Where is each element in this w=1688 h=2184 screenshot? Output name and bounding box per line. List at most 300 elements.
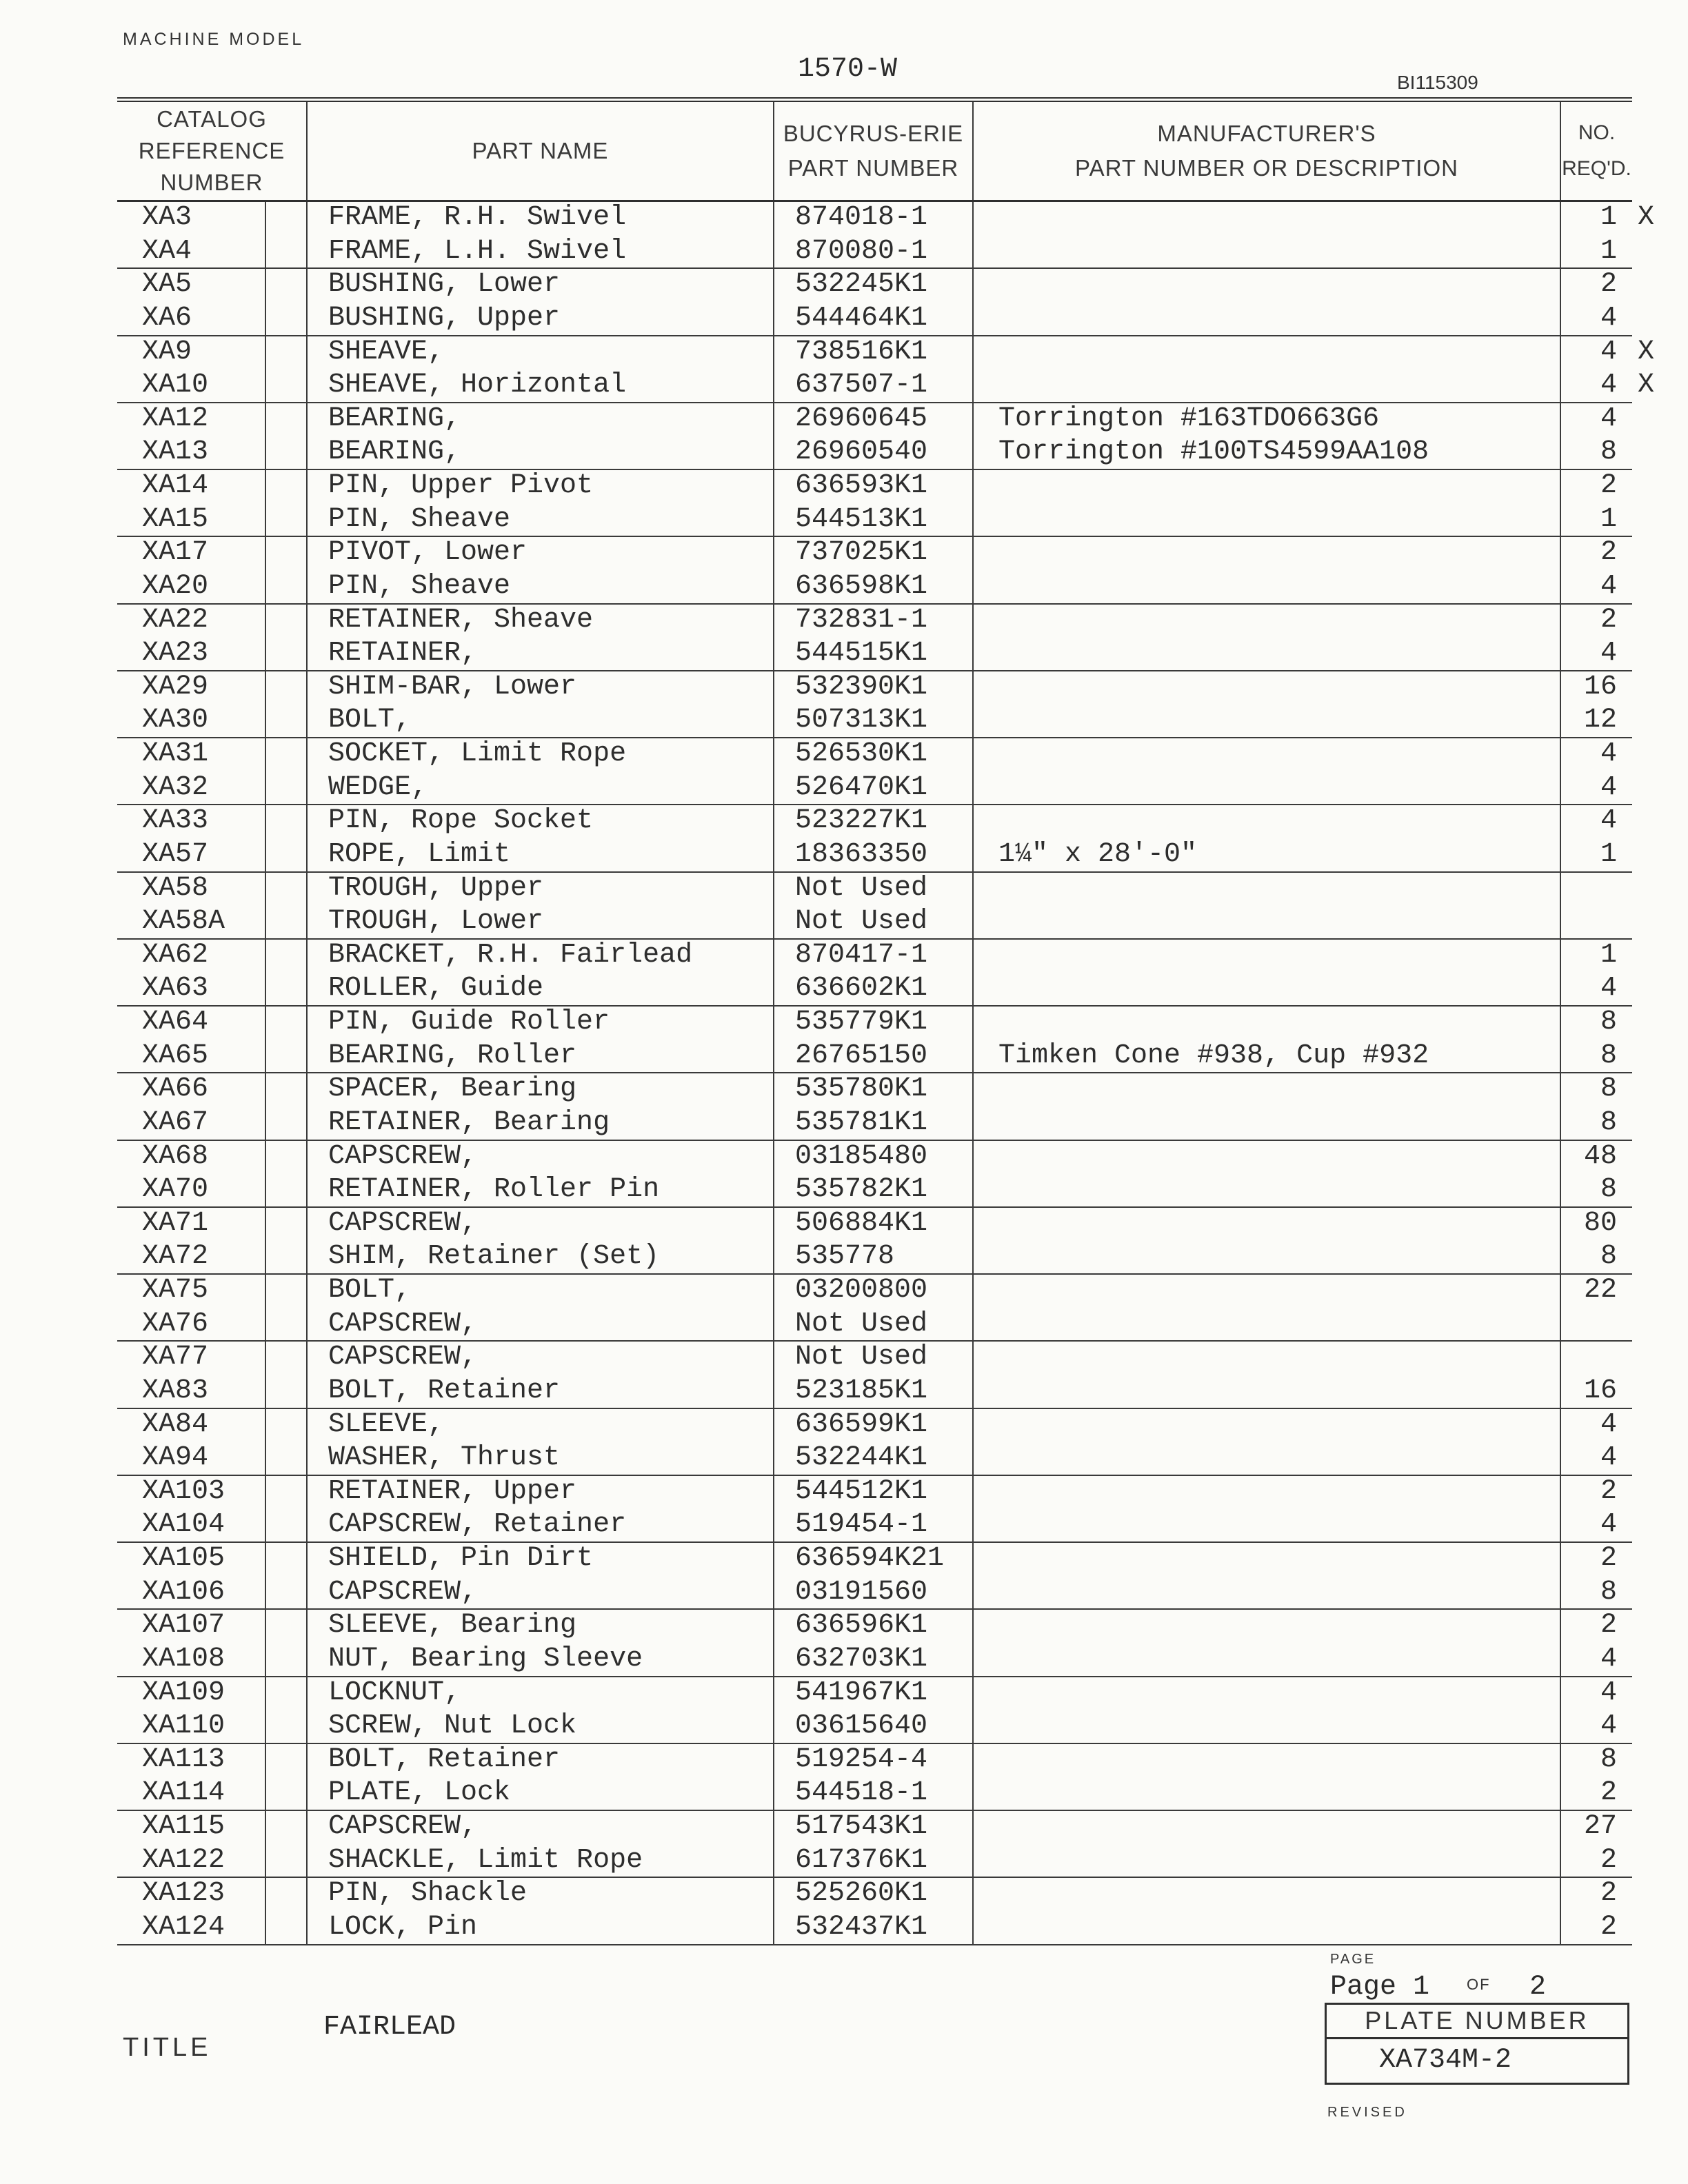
quantity-cell: 1	[1560, 236, 1632, 268]
catalog-ref-cell: XA83	[142, 1375, 209, 1406]
manufacturer-description-cell	[972, 470, 1560, 504]
spacer-cell	[265, 805, 306, 839]
bucyrus-erie-part-number-cell: 523227K1	[773, 805, 972, 839]
header-line: REFERENCE	[138, 138, 285, 163]
header-line: MANUFACTURER'S	[1157, 121, 1376, 146]
catalog-ref-cell: XA110	[142, 1710, 225, 1742]
catalog-ref-cell: XA13	[142, 436, 209, 468]
quantity-cell: 16	[1560, 1375, 1632, 1408]
catalog-ref-cell: XA106	[142, 1576, 225, 1608]
part-name-cell: ROPE, Limit	[306, 839, 773, 871]
spacer-cell	[265, 1241, 306, 1273]
catalog-ref-cell: XA64	[142, 1007, 209, 1038]
manufacturer-description-cell	[972, 1442, 1560, 1475]
quantity-cell: 12	[1560, 705, 1632, 737]
bucyrus-erie-part-number-cell: 526530K1	[773, 738, 972, 772]
catalog-ref-cell: XA108	[142, 1643, 225, 1675]
quantity-cell: 2	[1560, 537, 1632, 571]
part-name-cell: TROUGH, Lower	[306, 906, 773, 938]
table-row	[117, 772, 1632, 806]
table-row	[117, 1375, 1632, 1409]
bucyrus-erie-part-number-cell: 636593K1	[773, 470, 972, 504]
quantity-cell: 48	[1560, 1141, 1632, 1175]
x-mark: X	[1638, 370, 1655, 401]
catalog-ref-cell: XA3	[142, 202, 192, 233]
bucyrus-erie-part-number-cell: 544515K1	[773, 638, 972, 670]
catalog-ref-cell: XA123	[142, 1878, 225, 1910]
part-name-cell: SHACKLE, Limit Rope	[306, 1845, 773, 1877]
quantity-cell: 2	[1560, 1878, 1632, 1912]
part-name-cell: SLEEVE, Bearing	[306, 1610, 773, 1644]
quantity-cell: 8	[1560, 1577, 1632, 1609]
catalog-ref-cell: XA75	[142, 1275, 209, 1306]
table-row	[117, 1141, 1632, 1175]
spacer-cell	[265, 1644, 306, 1676]
spacer-cell	[265, 1777, 306, 1810]
manufacturer-description-cell	[972, 1878, 1560, 1912]
part-name-header	[306, 102, 773, 200]
spacer-cell	[265, 1577, 306, 1609]
catalog-ref-cell: XA113	[142, 1743, 225, 1775]
bucyrus-erie-part-number-cell: 03200800	[773, 1275, 972, 1308]
spacer-cell	[265, 1845, 306, 1877]
manufacturer-description-cell	[972, 571, 1560, 603]
catalog-ref-cell: XA9	[142, 336, 192, 367]
page-label: PAGE	[1330, 1952, 1376, 1967]
part-name-cell: CAPSCREW,	[306, 1208, 773, 1242]
table-row	[117, 1543, 1632, 1577]
spacer-cell	[265, 571, 306, 603]
quantity-cell: 22	[1560, 1275, 1632, 1308]
bucyrus-erie-part-number-cell: 535779K1	[773, 1007, 972, 1040]
bucyrus-erie-part-number-cell: 26960645	[773, 403, 972, 437]
quantity-cell: 8	[1560, 1174, 1632, 1206]
quantity-cell: 4	[1560, 1509, 1632, 1541]
part-name-cell: NUT, Bearing Sleeve	[306, 1644, 773, 1676]
manufacturer-description-cell	[972, 1610, 1560, 1644]
catalog-ref-cell: XA109	[142, 1677, 225, 1708]
bucyrus-erie-part-number-cell: 526470K1	[773, 772, 972, 805]
catalog-ref-cell: XA58	[142, 872, 209, 904]
table-row	[117, 1409, 1632, 1443]
manufacturer-description-cell	[972, 1677, 1560, 1711]
table-row	[117, 738, 1632, 772]
bucyrus-erie-part-number-cell: 870080-1	[773, 236, 972, 268]
part-name-cell: BOLT,	[306, 1275, 773, 1308]
manufacturer-description-cell	[972, 1375, 1560, 1408]
manufacturer-description-cell	[972, 940, 1560, 973]
spacer-cell	[265, 1409, 306, 1443]
header-line: CATALOG	[157, 106, 267, 132]
manufacturer-description-cell	[972, 705, 1560, 737]
part-name-cell: SCREW, Nut Lock	[306, 1710, 773, 1743]
spacer-cell	[265, 1342, 306, 1375]
part-name-cell: SHIM, Retainer (Set)	[306, 1241, 773, 1273]
part-name-cell: FRAME, L.H. Swivel	[306, 236, 773, 268]
manufacturer-description-cell	[972, 805, 1560, 839]
part-name-cell: BRACKET, R.H. Fairlead	[306, 940, 773, 973]
table-row	[117, 1073, 1632, 1107]
spacer-cell	[265, 1007, 306, 1040]
x-mark: X	[1638, 336, 1655, 367]
manufacturer-description-cell	[972, 671, 1560, 705]
catalog-ref-cell: XA71	[142, 1207, 209, 1239]
table-row	[117, 336, 1655, 370]
manufacturer-description-cell	[972, 772, 1560, 805]
part-name-cell: PIN, Upper Pivot	[306, 470, 773, 504]
spacer-cell	[265, 1174, 306, 1206]
catalog-ref-cell: XA23	[142, 638, 209, 669]
spacer-cell	[265, 1107, 306, 1140]
manufacturer-description-cell: Timken Cone #938, Cup #932	[972, 1040, 1560, 1073]
table-row	[117, 1811, 1632, 1845]
table-row	[117, 1308, 1632, 1342]
table-row	[117, 638, 1632, 671]
quantity-cell: 27	[1560, 1811, 1632, 1845]
part-name-cell: RETAINER, Sheave	[306, 605, 773, 638]
table-row	[117, 1744, 1632, 1778]
part-name-cell: CAPSCREW,	[306, 1308, 773, 1341]
part-name-cell: CAPSCREW,	[306, 1342, 773, 1375]
table-row	[117, 537, 1632, 571]
manufacturer-description-cell: Torrington #163TDO663G6	[972, 403, 1560, 437]
catalog-ref-cell: XA20	[142, 570, 209, 602]
part-name-cell: BOLT, Retainer	[306, 1375, 773, 1408]
manufacturer-description-cell	[972, 1073, 1560, 1107]
quantity-cell	[1560, 1342, 1632, 1375]
table-row	[117, 873, 1632, 907]
quantity-header	[1560, 102, 1632, 200]
spacer-cell	[265, 1509, 306, 1541]
quantity-cell: 4	[1560, 1442, 1632, 1475]
manufacturer-description-cell	[972, 973, 1560, 1005]
quantity-cell: 4	[1560, 973, 1632, 1005]
bucyrus-erie-part-number-cell: 636602K1	[773, 973, 972, 1005]
table-row	[117, 605, 1632, 638]
quantity-cell: 4	[1560, 1409, 1632, 1443]
spacer-cell	[265, 1543, 306, 1577]
catalog-ref-cell: XA103	[142, 1475, 225, 1507]
catalog-ref-cell: XA22	[142, 604, 209, 636]
bucyrus-erie-part-number-cell: 507313K1	[773, 705, 972, 737]
manufacturer-description-cell	[972, 1710, 1560, 1743]
part-name-cell: RETAINER, Upper	[306, 1476, 773, 1510]
part-name-cell: PIN, Sheave	[306, 571, 773, 603]
page-total: 2	[1529, 1972, 1547, 2003]
catalog-ref-cell: XA33	[142, 805, 209, 837]
bucyrus-erie-part-number-header	[773, 102, 972, 200]
manufacturer-description-cell	[972, 1577, 1560, 1609]
bucyrus-erie-part-number-cell: 532390K1	[773, 671, 972, 705]
bucyrus-erie-part-number-cell: 532245K1	[773, 269, 972, 303]
table-row	[117, 1007, 1632, 1040]
catalog-ref-cell: XA67	[142, 1106, 209, 1138]
catalog-ref-cell: XA6	[142, 302, 192, 334]
spacer-cell	[265, 1308, 306, 1341]
catalog-ref-cell: XA122	[142, 1844, 225, 1876]
quantity-cell: 4	[1560, 303, 1632, 335]
quantity-cell: 8	[1560, 1107, 1632, 1140]
part-name-cell: CAPSCREW, Retainer	[306, 1509, 773, 1541]
spacer-cell	[265, 436, 306, 469]
manufacturer-description-cell	[972, 906, 1560, 938]
catalog-ref-cell: XA63	[142, 973, 209, 1004]
bucyrus-erie-part-number-cell: 738516K1	[773, 336, 972, 370]
table-row	[117, 1442, 1632, 1476]
bucyrus-erie-part-number-cell: 544512K1	[773, 1476, 972, 1510]
bucyrus-erie-part-number-cell: 535781K1	[773, 1107, 972, 1140]
part-name-cell: LOCKNUT,	[306, 1677, 773, 1711]
catalog-ref-cell: XA62	[142, 939, 209, 971]
spacer-cell	[265, 1141, 306, 1175]
catalog-ref-cell: XA104	[142, 1509, 225, 1541]
catalog-ref-cell: XA5	[142, 269, 192, 301]
bucyrus-erie-part-number-cell: Not Used	[773, 873, 972, 907]
quantity-cell: 2	[1560, 1912, 1632, 1944]
quantity-cell: 2	[1560, 605, 1632, 638]
machine-model-value: 1570-W	[798, 54, 898, 85]
table-row	[117, 906, 1632, 940]
part-name-cell: ROLLER, Guide	[306, 973, 773, 1005]
quantity-cell: 2	[1560, 269, 1632, 303]
bucyrus-erie-part-number-cell: 26960540	[773, 436, 972, 469]
catalog-ref-cell: XA29	[142, 671, 209, 702]
spacer-cell	[265, 1878, 306, 1912]
bucyrus-erie-part-number-cell: 03615640	[773, 1710, 972, 1743]
spacer-cell	[265, 1811, 306, 1845]
bucyrus-erie-part-number-cell: 541967K1	[773, 1677, 972, 1711]
catalog-ref-cell: XA94	[142, 1442, 209, 1474]
spacer-cell	[265, 1375, 306, 1408]
quantity-cell: 2	[1560, 1777, 1632, 1810]
manufacturer-description-cell	[972, 738, 1560, 772]
spacer-cell	[265, 1476, 306, 1510]
bucyrus-erie-part-number-cell: Not Used	[773, 906, 972, 938]
table-header	[117, 97, 1632, 202]
bucyrus-erie-part-number-cell: 637507-1	[773, 370, 972, 402]
spacer-cell	[265, 671, 306, 705]
header-line: NUMBER	[160, 170, 263, 195]
manufacturer-description-cell	[972, 1342, 1560, 1375]
bucyrus-erie-part-number-cell: 26765150	[773, 1040, 972, 1073]
bucyrus-erie-part-number-cell: 632703K1	[773, 1644, 972, 1676]
plate-number-label: PLATE NUMBER	[1327, 2005, 1627, 2039]
manufacturer-description-cell	[972, 1912, 1560, 1944]
revised-label: REVISED	[1327, 2105, 1407, 2120]
bucyrus-erie-part-number-cell: 03185480	[773, 1141, 972, 1175]
part-name-cell: TROUGH, Upper	[306, 873, 773, 907]
spacer-cell	[265, 705, 306, 737]
spacer-cell	[265, 638, 306, 670]
catalog-ref-cell: XA84	[142, 1408, 209, 1440]
catalog-ref-cell: XA76	[142, 1308, 209, 1339]
header-line: NO.	[1578, 121, 1616, 144]
spacer-cell	[265, 1610, 306, 1644]
part-name-cell: BUSHING, Upper	[306, 303, 773, 335]
table-row	[117, 940, 1632, 973]
manufacturer-description-cell	[972, 605, 1560, 638]
bucyrus-erie-part-number-cell: 532244K1	[773, 1442, 972, 1475]
table-body	[117, 202, 1655, 1945]
quantity-cell: 4	[1560, 1644, 1632, 1676]
table-row	[117, 571, 1632, 605]
table-row	[117, 202, 1655, 236]
catalog-ref-cell: XA4	[142, 235, 192, 267]
catalog-ref-cell: XA68	[142, 1140, 209, 1172]
bucyrus-erie-part-number-cell: 519454-1	[773, 1509, 972, 1541]
bucyrus-erie-part-number-cell: 544518-1	[773, 1777, 972, 1810]
quantity-cell	[1560, 906, 1632, 938]
header-line: PART NUMBER OR DESCRIPTION	[1075, 155, 1458, 181]
catalog-ref-cell: XA15	[142, 503, 209, 535]
quantity-cell: 4	[1560, 738, 1632, 772]
bucyrus-erie-part-number-cell: 617376K1	[773, 1845, 972, 1877]
quantity-cell: 1	[1560, 504, 1632, 536]
spacer-cell	[265, 1442, 306, 1475]
table-row	[117, 1040, 1632, 1074]
spacer-cell	[265, 973, 306, 1005]
quantity-cell: 8	[1560, 1241, 1632, 1273]
quantity-cell: 2	[1560, 1610, 1632, 1644]
table-row	[117, 1710, 1632, 1744]
quantity-cell: 8	[1560, 1744, 1632, 1778]
quantity-cell: 4	[1560, 1710, 1632, 1743]
quantity-cell: 4	[1560, 571, 1632, 603]
part-name-cell: BUSHING, Lower	[306, 269, 773, 303]
part-name-cell: RETAINER, Roller Pin	[306, 1174, 773, 1206]
bucyrus-erie-part-number-cell: 737025K1	[773, 537, 972, 571]
table-row	[117, 1241, 1632, 1275]
bucyrus-erie-part-number-cell: Not Used	[773, 1342, 972, 1375]
part-name-cell: PIN, Rope Socket	[306, 805, 773, 839]
table-row	[117, 236, 1632, 270]
manufacturer-description-cell	[972, 1845, 1560, 1877]
quantity-cell: 16	[1560, 671, 1632, 705]
manufacturer-description-cell	[972, 1007, 1560, 1040]
manufacturer-description-cell	[972, 1476, 1560, 1510]
quantity-cell: 4	[1560, 772, 1632, 805]
bucyrus-erie-part-number-cell: 535780K1	[773, 1073, 972, 1107]
quantity-cell: 4	[1560, 370, 1632, 402]
part-name-cell: SHIELD, Pin Dirt	[306, 1543, 773, 1577]
header-line: BUCYRUS-ERIE	[783, 121, 964, 146]
quantity-cell: 8	[1560, 1040, 1632, 1073]
catalog-ref-cell: XA58A	[142, 906, 225, 938]
part-name-cell: PLATE, Lock	[306, 1777, 773, 1810]
manufacturer-description-cell	[972, 1509, 1560, 1541]
x-mark: X	[1638, 202, 1655, 233]
bucyrus-erie-part-number-cell: 18363350	[773, 839, 972, 871]
catalog-reference-header	[117, 102, 306, 200]
manufacturer-description-cell	[972, 1409, 1560, 1443]
part-name-cell: CAPSCREW,	[306, 1577, 773, 1609]
table-row	[117, 1174, 1632, 1208]
part-name-cell: PIN, Guide Roller	[306, 1007, 773, 1040]
manufacturer-description-cell	[972, 638, 1560, 670]
quantity-cell: 2	[1560, 1543, 1632, 1577]
table-row	[117, 671, 1632, 705]
catalog-ref-cell: XA105	[142, 1543, 225, 1574]
spacer-cell	[265, 537, 306, 571]
page-number: Page 1	[1330, 1972, 1430, 2003]
part-name-cell: BEARING,	[306, 403, 773, 437]
bucyrus-erie-part-number-cell: 525260K1	[773, 1878, 972, 1912]
part-name-cell: PIVOT, Lower	[306, 537, 773, 571]
table-row	[117, 1644, 1632, 1677]
catalog-ref-cell: XA32	[142, 771, 209, 803]
spacer-cell	[265, 1744, 306, 1778]
machine-model-label: MACHINE MODEL	[123, 30, 305, 49]
part-name-cell: RETAINER,	[306, 638, 773, 670]
manufacturer-description-cell	[972, 504, 1560, 536]
quantity-cell: 2	[1560, 1476, 1632, 1510]
part-name-cell: PIN, Sheave	[306, 504, 773, 536]
quantity-cell: 8	[1560, 436, 1632, 469]
document-id: BI115309	[1397, 72, 1478, 93]
quantity-cell: 4	[1560, 638, 1632, 670]
part-name-cell: SHEAVE, Horizontal	[306, 370, 773, 402]
quantity-cell	[1560, 1308, 1632, 1341]
table-row	[117, 504, 1632, 538]
catalog-ref-cell: XA124	[142, 1911, 225, 1943]
bucyrus-erie-part-number-cell: 519254-4	[773, 1744, 972, 1778]
spacer-cell	[265, 269, 306, 303]
catalog-ref-cell: XA115	[142, 1811, 225, 1842]
table-row	[117, 1275, 1632, 1308]
bucyrus-erie-part-number-cell: 636596K1	[773, 1610, 972, 1644]
bucyrus-erie-part-number-cell: 517543K1	[773, 1811, 972, 1845]
manufacturer-description-cell	[972, 1744, 1560, 1778]
table-row	[117, 1610, 1632, 1644]
manufacturer-description-cell	[972, 1811, 1560, 1845]
bucyrus-erie-part-number-cell: 532437K1	[773, 1912, 972, 1944]
bucyrus-erie-part-number-cell: 535782K1	[773, 1174, 972, 1206]
quantity-cell: 4	[1560, 403, 1632, 437]
table-row	[117, 805, 1632, 839]
spacer-cell	[265, 236, 306, 268]
part-name-cell: SLEEVE,	[306, 1409, 773, 1443]
manufacturer-description-cell	[972, 1174, 1560, 1206]
part-name-cell: BOLT, Retainer	[306, 1744, 773, 1778]
manufacturer-description-cell	[972, 1777, 1560, 1810]
table-row	[117, 1342, 1632, 1375]
table-row	[117, 403, 1632, 437]
quantity-cell: 1	[1560, 940, 1632, 973]
quantity-cell: 2	[1560, 470, 1632, 504]
bucyrus-erie-part-number-cell: 870417-1	[773, 940, 972, 973]
spacer-cell	[265, 873, 306, 907]
bucyrus-erie-part-number-cell: 874018-1	[773, 202, 972, 236]
table-row	[117, 269, 1632, 303]
spacer-cell	[265, 906, 306, 938]
manufacturer-description-cell	[972, 1308, 1560, 1341]
manufacturer-description-cell: 1¼" x 28'-0"	[972, 839, 1560, 871]
spacer-cell	[265, 504, 306, 536]
spacer-cell	[265, 1275, 306, 1308]
part-name-cell: CAPSCREW,	[306, 1811, 773, 1845]
spacer-cell	[265, 202, 306, 236]
table-row	[117, 1208, 1632, 1242]
spacer-cell	[265, 1677, 306, 1711]
quantity-cell: 1	[1560, 202, 1632, 236]
part-name-cell: SHEAVE,	[306, 336, 773, 370]
bucyrus-erie-part-number-cell: 636598K1	[773, 571, 972, 603]
catalog-ref-cell: XA31	[142, 738, 209, 769]
manufacturer-description-cell	[972, 303, 1560, 335]
quantity-cell: 4	[1560, 1677, 1632, 1711]
spacer-cell	[265, 470, 306, 504]
plate-number-box	[1325, 2003, 1629, 2085]
